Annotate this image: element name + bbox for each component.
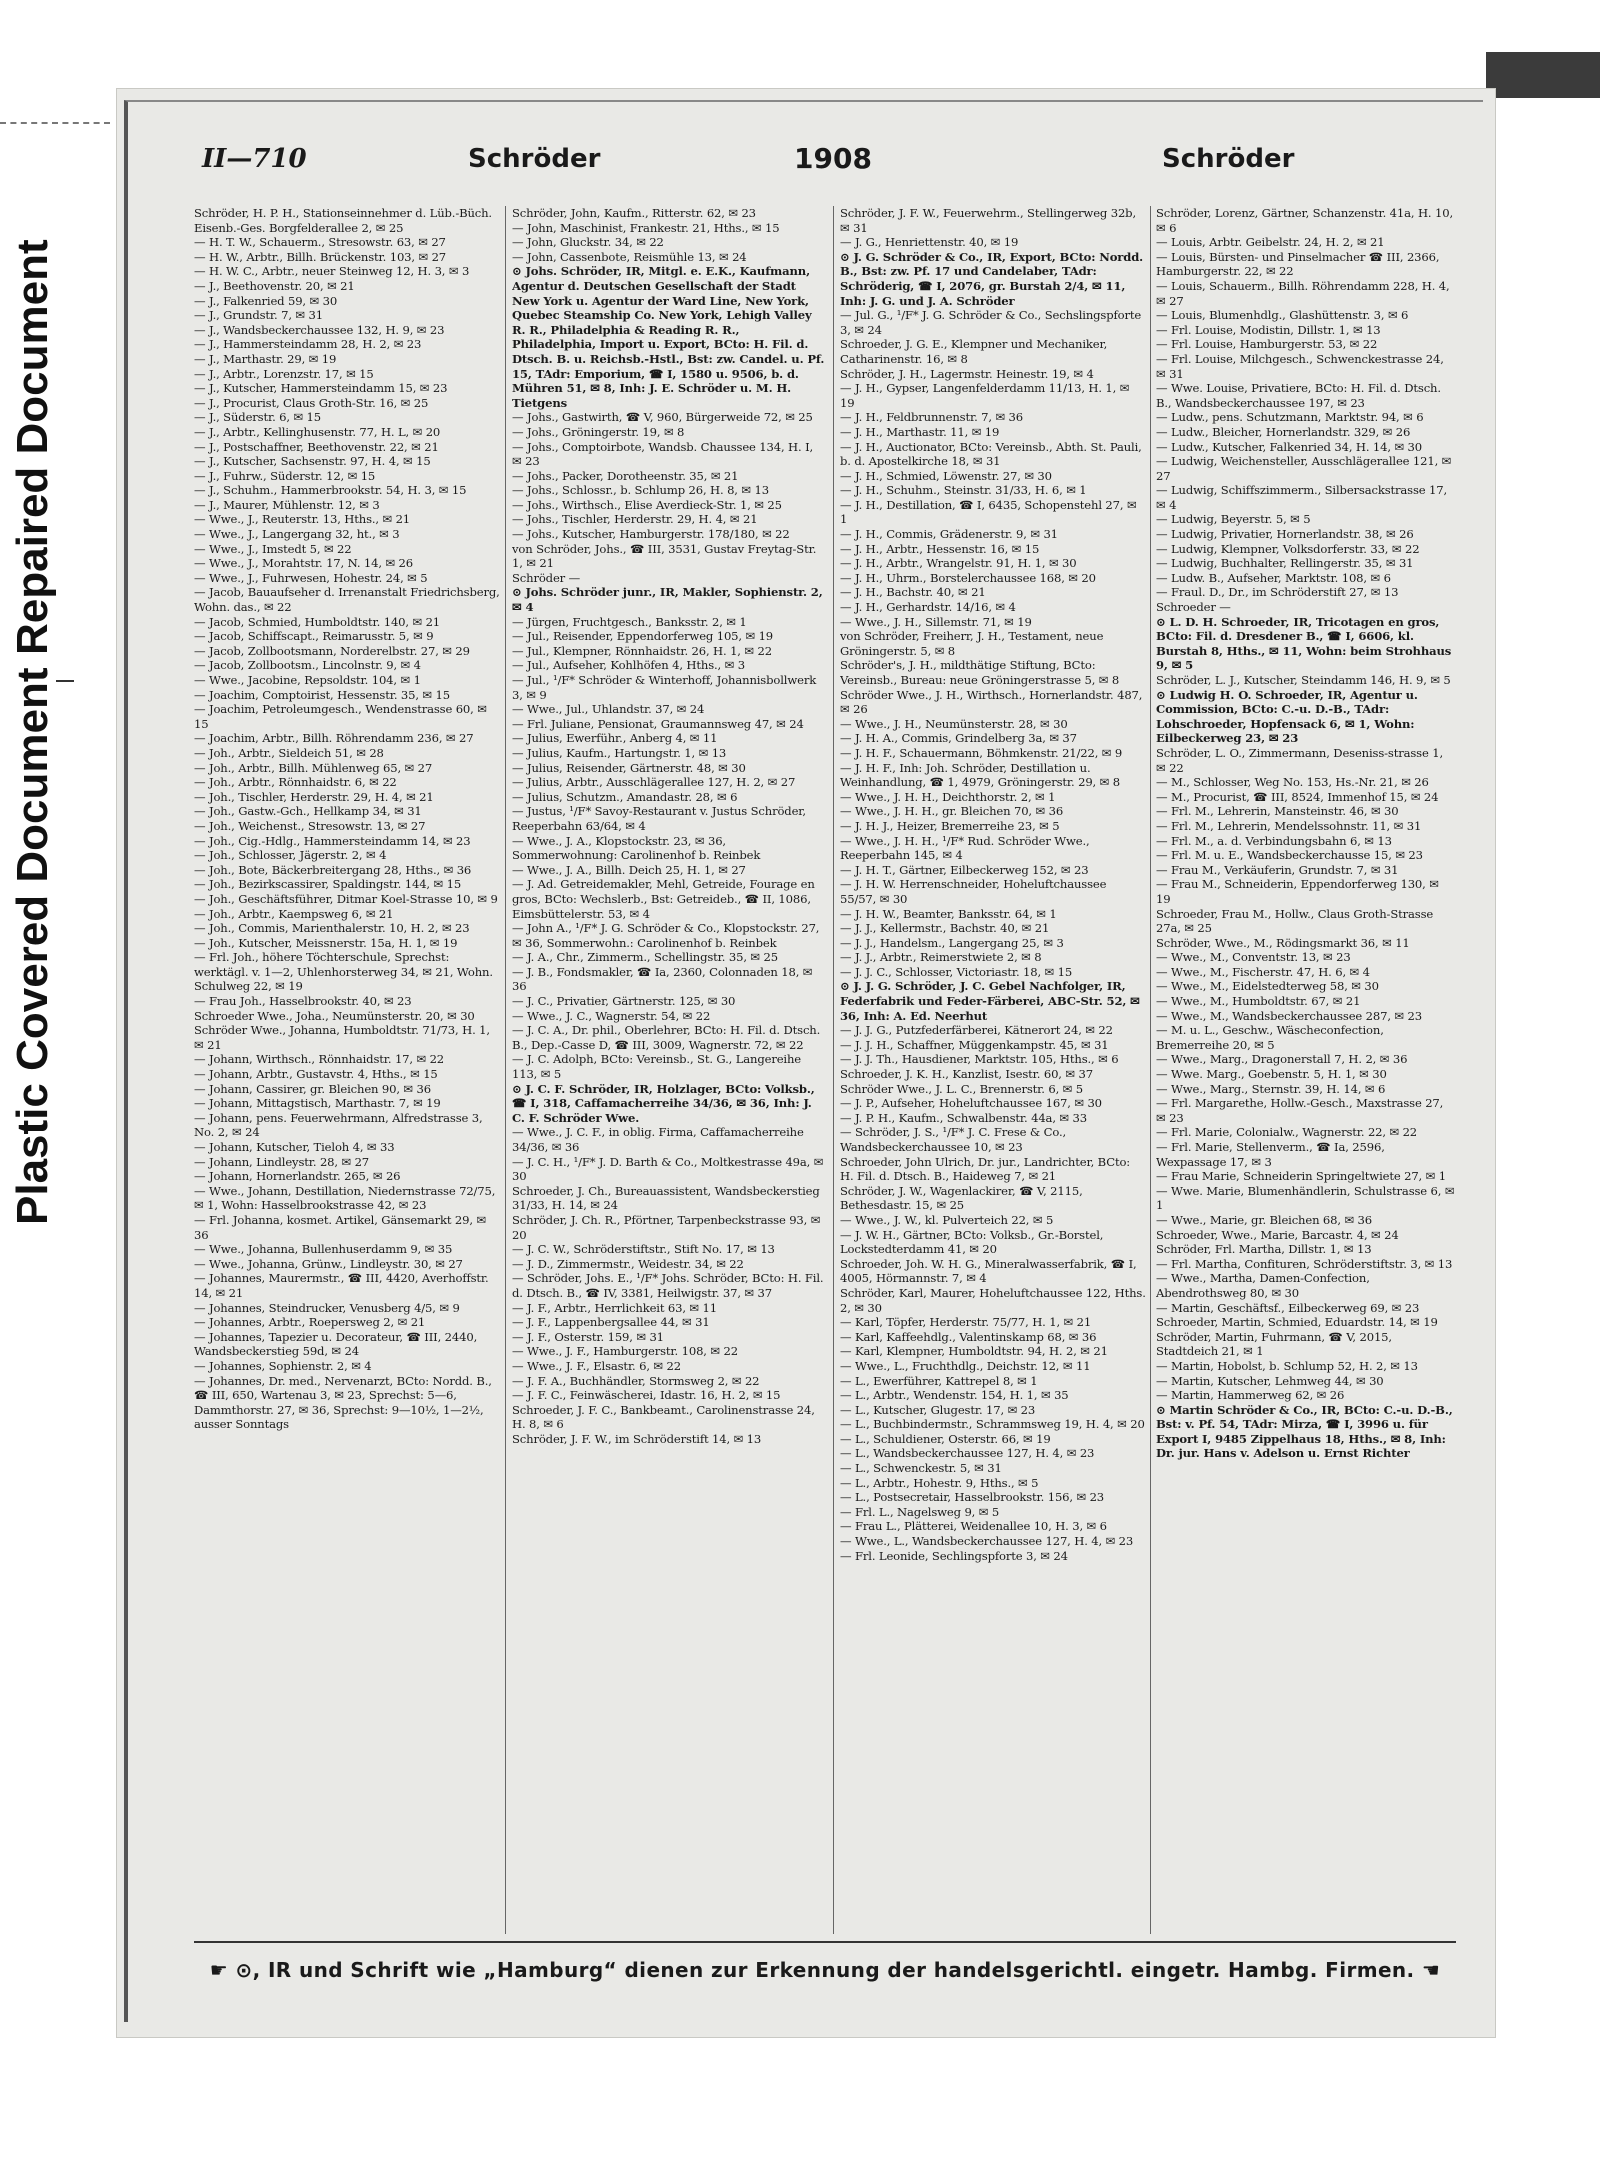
directory-entry: — J. H., Arbtr., Wrangelstr. 91, H. 1, ✉ 30 [840,556,1077,571]
directory-entry: — J. C. W., Schröderstiftstr., Stift No. 17, ✉ 13 [512,1242,775,1257]
directory-entry: — J. J., Handelsm., Langergang 25, ✉ 3 [840,935,1064,950]
directory-entry: — Johann, Cassirer, gr. Bleichen 90, ✉ 36 [194,1081,431,1096]
directory-entry: ⊙ Martin Schröder & Co., IR, BCto: C.-u. D.-B., Bst: v. Pf. 54, TAdr: Mirza, ☎ I, 3996 u. für Export I, 9485 Zippelhaus 18, Hths., ✉ 8, Inh: Dr. jur. Hans v. Adelson u. Ernst Richter [1156,1402,1453,1461]
directory-entry: — Wwe., J. A., Billh. Deich 25, H. 1, ✉ 27 [512,862,746,877]
directory-entry: — J., Maurer, Mühlenstr. 12, ✉ 3 [194,497,380,512]
directory-entry: — J. F. A., Buchhändler, Stormsweg 2, ✉ 22 [512,1373,760,1388]
directory-entry: — Jul., Klempner, Rönnhaidstr. 26, H. 1, ✉ 22 [512,643,772,658]
directory-entry: — H. T. W., Schauerm., Stresowstr. 63, ✉ 27 [194,235,446,250]
directory-entry: — Wwe., J. C. F., in oblig. Firma, Caffamacherreihe 34/36, ✉ 36 [512,1125,804,1154]
directory-entry: — Martin, Geschäftsf., Eilbeckerweg 69, ✉ 23 [1156,1300,1420,1315]
directory-entry: — J. H., Feldbrunnenstr. 7, ✉ 36 [840,410,1024,425]
directory-entry: — Johann, Wirthsch., Rönnhaidstr. 17, ✉ 22 [194,1052,445,1067]
directory-entry: — Johannes, Steindrucker, Venusberg 4/5, ✉ 9 [194,1300,460,1315]
directory-entry: — L., Postsecretair, Hasselbrookstr. 156, ✉ 23 [840,1490,1105,1505]
directory-entry: — Johann, Hornerlandstr. 265, ✉ 26 [194,1169,401,1184]
directory-entry: — J. H., Uhrm., Borstelerchaussee 168, ✉ 20 [840,570,1096,585]
directory-entry: — Frl. M., a. d. Verbindungsbahn 6, ✉ 13 [1156,833,1392,848]
directory-entry: — Johs., Tischler, Herderstr. 29, H. 4, ✉ 21 [512,512,758,527]
directory-entry: — Wwe., J. H. H., ¹/F* Rud. Schröder Wwe., Reeperbahn 145, ✉ 4 [840,833,1090,863]
directory-entry: — J., Schuhm., Hammerbrookstr. 54, H. 3, ✉ 15 [194,483,467,498]
directory-entry: — Johann, Arbtr., Gustavstr. 4, Hths., ✉ 15 [194,1067,438,1082]
directory-entry: — Ludw., pens. Schutzmann, Marktstr. 94, ✉ 6 [1156,410,1424,425]
directory-entry: — Joh., Weichenst., Stresowstr. 13, ✉ 27 [194,818,426,833]
directory-entry: — Frl. Leonide, Sechlingspforte 3, ✉ 24 [840,1548,1068,1563]
directory-entry: — Wwe., M., Conventstr. 13, ✉ 23 [1156,950,1351,965]
directory-entry: — Joh., Arbtr., Sieldeich 51, ✉ 28 [194,745,384,760]
directory-entry: — Ludwig, Weichensteller, Ausschlägerallee 121, ✉ 27 [1156,454,1452,483]
directory-entry: — Frl. Joh., höhere Töchterschule, Sprechst: werktägl. v. 1—2, Uhlenhorsterweg 34, ✉ 21, Wohn. Schulweg 22, ✉ 19 [194,950,493,994]
directory-entry: — Wwe., J., Fuhrwesen, Hohestr. 24, ✉ 5 [194,570,428,585]
directory-entry: — Ludwig, Buchhalter, Rellingerstr. 35, ✉ 31 [1156,556,1414,571]
directory-entry: — L., Arbtr., Hohestr. 9, Hths., ✉ 5 [840,1475,1039,1490]
directory-entry: — J. D., Zimmermstr., Weidestr. 34, ✉ 22 [512,1256,744,1271]
directory-entry: — J. J., Kellermstr., Bachstr. 40, ✉ 21 [840,921,1050,936]
directory-entry: — Wwe., J. C., Wagnerstr. 54, ✉ 22 [512,1008,711,1023]
column-rule [833,206,834,1934]
directory-entry: — J. H., Gypser, Langenfelderdamm 11/13, H. 1, ✉ 19 [840,381,1130,410]
directory-entry: — Ludwig, Beyerstr. 5, ✉ 5 [1156,512,1311,527]
directory-column-3 [840,206,1146,1936]
directory-entry: — Wwe., J., Reuterstr. 13, Hths., ✉ 21 [194,512,411,527]
directory-entry: — Wwe., Johann, Destillation, Niedernstrasse 72/75, ✉ 1, Wohn: Hasselbrookstrasse 42, ✉ 23 [194,1183,496,1213]
directory-entry: Schröder Wwe., J. L. C., Brennerstr. 6, ✉ 5 [840,1081,1083,1096]
directory-entry: — Jürgen, Fruchtgesch., Banksstr. 2, ✉ 1 [512,614,747,629]
directory-entry: — Joh., Commis, Marienthalerstr. 10, H. 2, ✉ 23 [194,921,470,936]
directory-entry: — Julius, Reisender, Gärtnerstr. 48, ✉ 30 [512,760,746,775]
directory-entry: — J., Falkenried 59, ✉ 30 [194,293,338,308]
directory-entry: Schröder, L. O., Zimmermann, Deseniss-strasse 1, ✉ 22 [1156,745,1443,775]
directory-entry: — Frl. Louise, Modistin, Dillstr. 1, ✉ 13 [1156,322,1381,337]
directory-entry: — Martin, Hobolst, b. Schlump 52, H. 2, ✉ 13 [1156,1358,1418,1373]
directory-entry: — J. H. W. Herrenschneider, Hoheluftchaussee 55/57, ✉ 30 [840,877,1107,906]
directory-entry: Schröder, Karl, Maurer, Hoheluftchaussee 122, Hths. 2, ✉ 30 [840,1285,1146,1315]
directory-entry: — J., Hammersteindamm 28, H. 2, ✉ 23 [194,337,422,352]
directory-entry: — J. B., Fondsmakler, ☎ Ia, 2360, Colonnaden 18, ✉ 36 [512,964,813,994]
directory-entry: — John, Gluckstr. 34, ✉ 22 [512,235,664,250]
directory-entry: Schröder, J. F. W., Feuerwehrm., Stellingerweg 32b, ✉ 31 [840,206,1136,235]
directory-entry: — John, Cassenbote, Reismühle 13, ✉ 24 [512,249,747,264]
directory-entry: — Wwe., Martha, Damen-Confection, Abendrothsweg 80, ✉ 30 [1156,1271,1370,1300]
directory-entry: — J. F. C., Feinwäscherei, Idastr. 16, H. 2, ✉ 15 [512,1388,781,1403]
directory-entry: Schröder, J. H., Lagermstr. Heinestr. 19, ✉ 4 [840,366,1094,381]
directory-entry: — J. C. A., Dr. phil., Oberlehrer, BCto: H. Fil. d. Dtsch. B., Dep.-Casse D, ☎ III, 3009, Wagnerstr. 72, ✉ 22 [512,1023,821,1052]
directory-entry: — Joachim, Arbtr., Billh. Röhrendamm 236, ✉ 27 [194,731,474,746]
directory-entry: — Wwe., Marie, gr. Bleichen 68, ✉ 36 [1156,1212,1373,1227]
directory-entry: Schröder Wwe., Johanna, Humboldtstr. 71/73, H. 1, ✉ 21 [194,1023,490,1052]
directory-entry: — Frau M., Verkäuferin, Grundstr. 7, ✉ 31 [1156,862,1399,877]
repaired-document-label: Repaired Document [8,239,57,655]
directory-entry: — Ludwig, Klempner, Volksdorferstr. 33, ✉ 22 [1156,541,1420,556]
directory-entry: Schröder, J. F. W., im Schröderstift 14, ✉ 13 [512,1431,762,1446]
directory-entry: — Wwe., M., Fischerstr. 47, H. 6, ✉ 4 [1156,964,1370,979]
directory-entry: — Wwe., J. H., Sillemstr. 71, ✉ 19 [840,614,1032,629]
column-rule [505,206,506,1934]
directory-entry: — Julius, Schutzm., Amandastr. 28, ✉ 6 [512,789,738,804]
directory-entry: — Frl. Margarethe, Hollw.-Gesch., Maxstrasse 27, ✉ 23 [1156,1096,1444,1125]
directory-entry: — J. H., Schmied, Löwenstr. 27, ✉ 30 [840,468,1052,483]
directory-entry: — J. H. T., Gärtner, Eilbeckerweg 152, ✉ 23 [840,862,1089,877]
directory-entry: — Joh., Arbtr., Kaempsweg 6, ✉ 21 [194,906,394,921]
directory-entry: — J. J. C., Schlosser, Victoriastr. 18, ✉ 15 [840,964,1073,979]
directory-entry: — Wwe., J. H. H., gr. Bleichen 70, ✉ 36 [840,804,1064,819]
directory-entry: Schröder's, J. H., mildthätige Stiftung, BCto: Vereinsb., Bureau: neue Gröningerstrasse 5, ✉ 8 [840,658,1120,687]
directory-entry: — Jacob, Zollbootsmann, Norderelbstr. 27, ✉ 29 [194,643,470,658]
directory-entry: — J., Kutscher, Hammersteindamm 15, ✉ 23 [194,381,448,396]
directory-entry: Schröder, Lorenz, Gärtner, Schanzenstr. 41a, H. 10, ✉ 6 [1156,206,1453,235]
directory-column-2 [512,206,826,1936]
directory-entry: — Karl, Klempner, Humboldtstr. 94, H. 2, ✉ 21 [840,1344,1108,1359]
directory-entry: — Jacob, Bauaufseher d. Irrenanstalt Friedrichsberg, Wohn. das., ✉ 22 [194,585,500,615]
directory-entry: — Ludwig, Privatier, Hornerlandstr. 38, ✉ 26 [1156,527,1414,542]
directory-entry: — Frl. Louise, Hamburgerstr. 53, ✉ 22 [1156,337,1378,352]
directory-entry: — Frau M., Schneiderin, Eppendorferweg 130, ✉ 19 [1156,877,1439,906]
directory-entry: — L., Schwenckestr. 5, ✉ 31 [840,1461,1002,1476]
directory-entry: Schröder, H. P. H., Stationseinnehmer d. Lüb.-Büch. Eisenb.-Ges. Borgfelderallee 2, ✉ 25 [194,206,492,235]
directory-entry: — Wwe., Johanna, Bullenhuserdamm 9, ✉ 35 [194,1242,453,1257]
directory-entry: — Ludw., Bleicher, Hornerlandstr. 329, ✉ 26 [1156,424,1411,439]
directory-entry: — Frl. Johanna, kosmet. Artikel, Gänsemarkt 29, ✉ 36 [194,1212,487,1242]
directory-entry: — J., Süderstr. 6, ✉ 15 [194,410,322,425]
directory-entry: — J. H. J., Heizer, Bremerreihe 23, ✉ 5 [840,818,1060,833]
directory-entry: — M., Schlosser, Weg No. 153, Hs.-Nr. 21, ✉ 26 [1156,775,1429,790]
directory-entry: — Wwe., J. H., Neumünsterstr. 28, ✉ 30 [840,716,1068,731]
directory-entry: — H. W., Arbtr., Billh. Brückenstr. 103, ✉ 27 [194,249,447,264]
directory-entry: — Louis, Blumenhdlg., Glashüttenstr. 3, ✉ 6 [1156,308,1409,323]
directory-entry: — J. C., Privatier, Gärtnerstr. 125, ✉ 30 [512,994,736,1009]
directory-entry: — Joh., Geschäftsführer, Ditmar Koel-Strasse 10, ✉ 9 [194,891,498,906]
directory-entry: ⊙ Ludwig H. O. Schroeder, IR, Agentur u. Commission, BCto: C.-u. D.-B., TAdr: Lohschroeder, Hopfensack 6, ✉ 1, Wohn: Eilbeckerweg 23, ✉ 23 [1156,687,1418,746]
directory-entry: Schröder, Martin, Fuhrmann, ☎ V, 2015, Stadtdeich 21, ✉ 1 [1156,1329,1392,1359]
directory-entry: von Schröder, Johs., ☎ III, 3531, Gustav Freytag-Str. 1, ✉ 21 [512,541,817,571]
directory-entry: — Wwe. Marie, Blumenhändlerin, Schulstrasse 6, ✉ 1 [1156,1183,1455,1213]
directory-entry: — Wwe. Louise, Privatiere, BCto: H. Fil. d. Dtsch. B., Wandsbeckerchaussee 197, ✉ 23 [1156,381,1441,410]
directory-entry: — Martin, Hammerweg 62, ✉ 26 [1156,1388,1345,1403]
directory-entry: — Johs., Wirthsch., Elise Averdieck-Str. 1, ✉ 25 [512,497,782,512]
directory-entry: — Joh., Cig.-Hdlg., Hammersteindamm 14, ✉ 23 [194,833,471,848]
directory-entry: — J. H., Commis, Grädenerstr. 9, ✉ 31 [840,527,1058,542]
directory-entry: — Wwe., J. H. H., Deichthorstr. 2, ✉ 1 [840,789,1056,804]
directory-entry: — Joh., Kutscher, Meissnerstr. 15a, H. 1, ✉ 19 [194,935,458,950]
directory-entry: — Schröder, J. S., ¹/F* J. C. Frese & Co., Wandsbeckerchaussee 10, ✉ 23 [840,1125,1067,1154]
directory-entry: Schröder Wwe., J. H., Wirthsch., Hornerlandstr. 487, ✉ 26 [840,687,1143,717]
directory-entry: — Wwe., M., Eidelstedterweg 58, ✉ 30 [1156,979,1379,994]
directory-entry: Schröder, John, Kaufm., Ritterstr. 62, ✉ 23 [512,206,756,220]
directory-entry: — Fraul. D., Dr., im Schröderstift 27, ✉ 13 [1156,585,1399,600]
directory-entry: — J. H. A., Commis, Grindelberg 3a, ✉ 37 [840,731,1077,746]
directory-entry: — J. H. F., Schauermann, Böhmkenstr. 21/22, ✉ 9 [840,745,1123,760]
directory-entry: — J. H., Marthastr. 11, ✉ 19 [840,424,1000,439]
directory-entry: — J., Arbtr., Kellinghusenstr. 77, H. L, ✉ 20 [194,424,441,439]
directory-entry: — Louis, Schauerm., Billh. Röhrendamm 228, H. 4, ✉ 27 [1156,278,1450,308]
cut-line [0,122,110,124]
directory-entry: — Johs., Comptoirbote, Wandsb. Chaussee 134, H. I, ✉ 23 [512,439,814,469]
directory-entry: — Wwe., M., Wandsbeckerchaussee 287, ✉ 23 [1156,1008,1422,1023]
directory-entry: — J., Arbtr., Lorenzstr. 17, ✉ 15 [194,366,374,381]
directory-entry: — M., Procurist, ☎ III, 8524, Immenhof 15, ✉ 24 [1156,789,1439,804]
directory-entry: — Wwe., L., Wandsbeckerchaussee 127, H. 4, ✉ 23 [840,1534,1134,1549]
running-head-right: Schröder [1162,144,1295,174]
footer-note: ☛ ⊙, IR und Schrift wie „Hamburg“ dienen zur Erkennung der handelsgerichtl. eingetr. Hambg. Firmen. ☚ [209,1958,1441,1982]
directory-entry: — Frl. M., Lehrerin, Mendelssohnstr. 11, ✉ 31 [1156,818,1422,833]
directory-entry: Schröder, L. J., Kutscher, Steindamm 146, H. 9, ✉ 5 [1156,673,1451,687]
directory-entry: — J. P. H., Kaufm., Schwalbenstr. 44a, ✉ 33 [840,1110,1087,1125]
directory-entry: — M. u. L., Geschw., Wäscheconfection, Bremerreihe 20, ✉ 5 [1156,1023,1384,1052]
directory-entry: — Johann, pens. Feuerwehrmann, Alfredstrasse 3, No. 2, ✉ 24 [194,1110,483,1140]
directory-entry: Schroeder, J. G. E., Klempner und Mechaniker, Catharinenstr. 16, ✉ 8 [840,337,1108,366]
directory-entry: Schroeder, J. Ch., Bureauassistent, Wandsbeckerstieg 31/33, H. 14, ✉ 24 [512,1183,820,1213]
directory-entry: — J., Marthastr. 29, ✉ 19 [194,351,337,366]
directory-entry: — J. H. F., Inh: Joh. Schröder, Destillation u. Weinhandlung, ☎ 1, 4979, Gröningerstr. 29, ✉ 8 [840,760,1120,790]
directory-entry: — Jul., Reisender, Eppendorferweg 105, ✉ 19 [512,629,774,644]
directory-entry: — J. J. G., Putzfederfärberei, Kätnerort 24, ✉ 22 [840,1023,1113,1038]
directory-entry: Schröder, Wwe., M., Rödingsmarkt 36, ✉ 11 [1156,935,1410,950]
directory-entry: — Joachim, Comptoirist, Hessenstr. 35, ✉ 15 [194,687,450,702]
directory-entry: — J., Fuhrw., Süderstr. 12, ✉ 15 [194,468,376,483]
directory-entry: — J., Procurist, Claus Groth-Str. 16, ✉ 25 [194,395,429,410]
directory-entry: ⊙ J. G. Schröder & Co., IR, Export, BCto: Nordd. B., Bst: zw. Pf. 17 und Candelaber, TAdr: Schröderig, ☎ I, 2076, gr. Burstah 2/4, ✉ 11, Inh: J. G. und J. A. Schröder [840,249,1144,308]
directory-entry: — Ludwig, Schiffszimmerm., Silbersackstrasse 17, ✉ 4 [1156,483,1447,512]
directory-entry: ⊙ J. J. G. Schröder, J. C. Gebel Nachfolger, IR, Federfabrik und Feder-Färberei, ABC-Str. 52, ✉ 36, Inh: A. Ed. Neerhut [840,979,1140,1023]
directory-entry: — Johann, Mittagstisch, Marthastr. 7, ✉ 19 [194,1096,441,1111]
directory-entry: — Joh., Gastw.-Gch., Hellkamp 34, ✉ 31 [194,804,422,819]
directory-entry: — J., Beethovenstr. 20, ✉ 21 [194,278,355,293]
directory-entry: — J. H., Destillation, ☎ I, 6435, Schopenstehl 27, ✉ 1 [840,497,1137,527]
directory-entry: ⊙ L. D. H. Schroeder, IR, Tricotagen en gros, BCto: Fil. d. Dresdener B., ☎ I, 6606, kl. Burstah 8, Hths., ✉ 11, Wohn: beim Strohhaus 9, ✉ 5 [1156,614,1452,673]
directory-entry: — Johannes, Maurermstr., ☎ III, 4420, Averhoffstr. 14, ✉ 21 [194,1271,489,1300]
directory-entry: — Frau L., Plätterei, Weidenallee 10, H. 3, ✉ 6 [840,1519,1107,1534]
directory-entry: — L., Kutscher, Glugestr. 17, ✉ 23 [840,1402,1036,1417]
directory-entry: — Johannes, Tapezier u. Decorateur, ☎ III, 2440, Wandsbeckerstieg 59d, ✉ 24 [194,1329,478,1359]
directory-entry: Schroeder, John Ulrich, Dr. jur., Landrichter, BCto: H. Fil. d. Dtsch. B., Haideweg 7, ✉ 21 [840,1154,1131,1184]
directory-entry: Schroeder, J. F. C., Bankbeamt., Carolinenstrasse 24, H. 8, ✉ 6 [512,1402,815,1432]
directory-entry: — Frl. Juliane, Pensionat, Graumannsweg 47, ✉ 24 [512,716,804,731]
directory-entry: — Wwe., M., Humboldtstr. 67, ✉ 21 [1156,994,1361,1009]
directory-entry: — Frl. Louise, Milchgesch., Schwenckestrasse 24, ✉ 31 [1156,351,1444,381]
directory-entry: — Johannes, Arbtr., Roepersweg 2, ✉ 21 [194,1315,426,1330]
directory-entry: — Joh., Arbtr., Billh. Mühlenweg 65, ✉ 27 [194,760,433,775]
directory-entry: — Joh., Tischler, Herderstr. 29, H. 4, ✉ 21 [194,789,434,804]
directory-entry: — Frl. M., Lehrerin, Mansteinstr. 46, ✉ 30 [1156,804,1399,819]
directory-entry: — J., Kutscher, Sachsenstr. 97, H. 4, ✉ 15 [194,454,431,469]
directory-entry: — John, Maschinist, Frankestr. 21, Hths., ✉ 15 [512,220,780,235]
directory-entry: — Wwe., L., Fruchthdlg., Deichstr. 12, ✉ 11 [840,1358,1091,1373]
directory-entry: — Jul., Aufseher, Kohlhöfen 4, Hths., ✉ 3 [512,658,745,673]
directory-entry: — L., Arbtr., Wendenstr. 154, H. 1, ✉ 35 [840,1388,1069,1403]
directory-entry: von Schröder, Freiherr, J. H., Testament, neue Gröningerstr. 5, ✉ 8 [840,629,1104,658]
directory-column-4 [1156,206,1456,1936]
directory-entry: — J. C. H., ¹/F* J. D. Barth & Co., Moltkestrasse 49a, ✉ 30 [512,1154,824,1184]
directory-entry: — Frau Joh., Hasselbrookstr. 40, ✉ 23 [194,994,412,1009]
directory-entry: ⊙ J. C. F. Schröder, IR, Holzlager, BCto: Volksb., ☎ I, 318, Caffamacherreihe 34/36, ✉ 36, Inh: J. C. F. Schröder Wwe. [512,1081,815,1125]
directory-entry: Schröder — [512,570,581,585]
directory-entry: — Joh., Arbtr., Rönnhaidstr. 6, ✉ 22 [194,775,397,790]
directory-entry: — J. Ad. Getreidemakler, Mehl, Getreide, Fourage en gros, BCto: Wechslerb., Bst: Getreideb., ☎ II, 1086, Eimsbüttelerstr. 53, ✉ 4 [512,877,815,921]
directory-entry: — Wwe., Marg., Sternstr. 39, H. 14, ✉ 6 [1156,1081,1386,1096]
directory-entry: — J. H., Bachstr. 40, ✉ 21 [840,585,986,600]
directory-entry: — Louis, Arbtr. Geibelstr. 24, H. 2, ✉ 21 [1156,235,1385,250]
directory-entry: — L., Wandsbeckerchaussee 127, H. 4, ✉ 23 [840,1446,1095,1461]
directory-entry: — Joh., Schlosser, Jägerstr. 2, ✉ 4 [194,848,387,863]
page-number: II—710 [202,144,307,174]
directory-entry: Schroeder, Martin, Schmied, Eduardstr. 14, ✉ 19 [1156,1315,1438,1330]
directory-entry: — Johs., Schlossr., b. Schlump 26, H. 8, ✉ 13 [512,483,769,498]
directory-entry: — J. G., Henriettenstr. 40, ✉ 19 [840,235,1019,250]
directory-entry: Schröder, Frl. Martha, Dillstr. 1, ✉ 13 [1156,1242,1372,1257]
directory-entry: — Martin, Kutscher, Lehmweg 44, ✉ 30 [1156,1373,1384,1388]
directory-entry: — Louis, Bürsten- und Pinselmacher ☎ III, 2366, Hamburgerstr. 22, ✉ 22 [1156,249,1440,279]
directory-entry: — Julius, Kaufm., Hartungstr. 1, ✉ 13 [512,745,727,760]
directory-entry: — J. J., Arbtr., Reimerstwiete 2, ✉ 8 [840,950,1042,965]
directory-entry: — J. J. H., Schaffner, Müggenkampstr. 45, ✉ 31 [840,1037,1109,1052]
directory-entry: — Johann, Kutscher, Tieloh 4, ✉ 33 [194,1140,395,1154]
directory-entry: — J. F., Osterstr. 159, ✉ 31 [512,1329,664,1344]
running-head-left: Schröder [468,144,601,174]
directory-entry: — Justus, ¹/F* Savoy-Restaurant v. Justus Schröder, Reeperbahn 63/64, ✉ 4 [512,804,806,833]
directory-entry: Schröder, J. W., Wagenlackirer, ☎ V, 2115, Bethesdastr. 15, ✉ 25 [840,1183,1083,1213]
directory-entry: — Wwe. Marg., Goebenstr. 5, H. 1, ✉ 30 [1156,1067,1387,1082]
directory-entry: — J., Postschaffner, Beethovenstr. 22, ✉ 21 [194,439,439,454]
directory-entry: — Wwe., J. F., Elsastr. 6, ✉ 22 [512,1358,681,1373]
directory-entry: — Wwe., J., Morahtstr. 17, N. 14, ✉ 26 [194,556,413,571]
directory-entry: — Wwe., J., Imstedt 5, ✉ 22 [194,541,352,556]
directory-entry: — Johs., Gastwirth, ☎ V, 960, Bürgerweide 72, ✉ 25 [512,410,813,425]
directory-entry: — Julius, Ewerführ., Anberg 4, ✉ 11 [512,731,718,746]
directory-entry: — J. H., Schuhm., Steinstr. 31/33, H. 6, ✉ 1 [840,483,1087,498]
document-page [116,88,1496,2038]
directory-entry: — Joh., Bote, Bäckerbreitergang 28, Hths., ✉ 36 [194,862,472,877]
directory-entry: Schroeder Wwe., Joha., Neumünsterstr. 20, ✉ 30 [194,1008,475,1023]
directory-entry: — Wwe., J. W., kl. Pulverteich 22, ✉ 5 [840,1212,1054,1227]
directory-entry: — Wwe., J. F., Hamburgerstr. 108, ✉ 22 [512,1344,738,1359]
directory-entry: — Jacob, Zollbootsm., Lincolnstr. 9, ✉ 4 [194,658,421,673]
plastic-covered-document-label: Plastic Covered Document [8,667,57,1225]
page-header [202,140,1312,180]
directory-entry: — J., Grundstr. 7, ✉ 31 [194,308,323,323]
directory-entry: — Johs., Gröningerstr. 19, ✉ 8 [512,424,685,439]
directory-entry: — J. H., Arbtr., Hessenstr. 16, ✉ 15 [840,541,1040,556]
directory-entry: — J. C. Adolph, BCto: Vereinsb., St. G., Langereihe 113, ✉ 5 [512,1052,802,1082]
directory-entry: Schroeder, J. K. H., Kanzlist, Isestr. 60, ✉ 37 [840,1067,1093,1082]
directory-entry: — J. A., Chr., Zimmerm., Schellingstr. 35, ✉ 25 [512,950,778,965]
directory-entry: — Jul. G., ¹/F* J. G. Schröder & Co., Sechslingspforte 3, ✉ 24 [840,308,1142,337]
directory-entry: — Karl, Töpfer, Herderstr. 75/77, H. 1, ✉ 21 [840,1315,1092,1330]
directory-entry: — J. F., Arbtr., Herrlichkeit 63, ✉ 11 [512,1300,717,1315]
directory-entry: — Jacob, Schiffscapt., Reimarusstr. 5, ✉ 9 [194,629,434,644]
directory-entry: — Wwe., J., Langergang 32, ht., ✉ 3 [194,527,400,542]
column-rule [1150,206,1151,1934]
directory-entry: — Wwe., Marg., Dragonerstall 7, H. 2, ✉ 36 [1156,1052,1408,1067]
directory-entry: — Frl. L., Nagelsweg 9, ✉ 5 [840,1504,1000,1519]
directory-entry: — Wwe., Jul., Uhlandstr. 37, ✉ 24 [512,702,705,717]
label-divider [56,680,74,682]
scanner-shadow [1486,52,1600,98]
directory-year: 1908 [794,142,872,175]
directory-entry: — Johann, Lindleystr. 28, ✉ 27 [194,1154,370,1169]
directory-entry: — J. H. W., Beamter, Banksstr. 64, ✉ 1 [840,906,1057,921]
directory-entry: — L., Ewerführer, Kattrepel 8, ✉ 1 [840,1373,1038,1388]
directory-entry: — J. H., Gerhardstr. 14/16, ✉ 4 [840,600,1016,615]
directory-entry: — Johannes, Sophienstr. 2, ✉ 4 [194,1358,372,1373]
directory-entry: — J. F., Lappenbergsallee 44, ✉ 31 [512,1315,710,1330]
directory-entry: — John A., ¹/F* J. G. Schröder & Co., Klopstockstr. 27, ✉ 36, Sommerwohn.: Carolinenhof b. Reinbek [512,921,820,950]
directory-entry: Schroeder — [1156,600,1231,615]
directory-entry: — J. W. H., Gärtner, BCto: Volksb., Gr.-Borstel, Lockstedterdamm 41, ✉ 20 [840,1227,1104,1257]
directory-entry: — Frl. Martha, Confituren, Schröderstiftstr. 3, ✉ 13 [1156,1256,1453,1271]
directory-entry: — L., Buchbindermstr., Schrammsweg 19, H. 4, ✉ 20 [840,1417,1145,1432]
directory-entry: ⊙ Johs. Schröder junr., IR, Makler, Sophienstr. 2, ✉ 4 [512,585,823,615]
directory-entry: — Frau Marie, Schneiderin Springeltwiete 27, ✉ 1 [1156,1169,1446,1184]
directory-entry: Schroeder, Joh. W. H. G., Mineralwasserfabrik, ☎ I, 4005, Hörmannstr. 7, ✉ 4 [840,1256,1137,1286]
directory-entry: — Wwe., Jacobine, Repsoldstr. 104, ✉ 1 [194,673,421,687]
directory-entry: ⊙ Johs. Schröder, IR, Mitgl. e. E.K., Kaufmann, Agentur d. Deutschen Gesellschaft der Stadt New York u. Agentur der Ward Line, New York, Quebec Steamship Co. New York, Lehigh Valley R. R., Philadelphia & Reading R. R., Philadelphia, Import u. Export, BCto: H. Fil. d. Dtsch. B. u. Reichsb.-Hstl., Bst: zw. Candel. u. Pf. 15, TAdr: Emporium, ☎ I, 1580 u. 9506, b. d. Mühren 51, ✉ 8, Inh: J. E. Schröder u. M. H. Tietgens [512,264,825,410]
directory-entry: — L., Schuldiener, Osterstr. 66, ✉ 19 [840,1431,1051,1446]
directory-entry: — Wwe., Johanna, Grünw., Lindleystr. 30, ✉ 27 [194,1256,463,1271]
directory-entry: — Johs., Packer, Dorotheenstr. 35, ✉ 21 [512,468,739,483]
directory-entry: — Julius, Arbtr., Ausschlägerallee 127, H. 2, ✉ 27 [512,775,796,790]
directory-column-1 [194,206,500,1936]
directory-entry: — Jul., ¹/F* Schröder & Winterhoff, Johannisbollwerk 3, ✉ 9 [512,673,817,702]
directory-entry: — Wwe., J. A., Klopstockstr. 23, ✉ 36, Sommerwohnung: Carolinenhof b. Reinbek [512,833,761,863]
directory-entry: — Ludw., Kutscher, Falkenried 34, H. 14, ✉ 30 [1156,439,1422,454]
directory-entry: Schroeder, Wwe., Marie, Barcastr. 4, ✉ 24 [1156,1227,1399,1242]
directory-entry: — Frl. M. u. E., Wandsbeckerchausse 15, ✉ 23 [1156,848,1423,863]
directory-entry: — Johannes, Dr. med., Nervenarzt, BCto: Nordd. B., ☎ III, 650, Wartenau 3, ✉ 23, Sprechst: 5—6, Dammthorstr. 27, ✉ 36, Sprechst: 9—10½, 1—2½, ausser Sonntags [194,1373,492,1432]
directory-entry: — Frl. Marie, Stellenverm., ☎ Ia, 2596, Wexpassage 17, ✉ 3 [1156,1140,1385,1169]
directory-entry: — J. J. Th., Hausdiener, Marktstr. 105, Hths., ✉ 6 [840,1052,1119,1067]
directory-entry: — Jacob, Schmied, Humboldtstr. 140, ✉ 21 [194,614,441,629]
directory-entry: Schröder, J. Ch. R., Pförtner, Tarpenbeckstrasse 93, ✉ 20 [512,1212,821,1242]
directory-entry: Schroeder, Frau M., Hollw., Claus Groth-Strasse 27a, ✉ 25 [1156,906,1434,936]
directory-entry: — J. H., Auctionator, BCto: Vereinsb., Abth. St. Pauli, b. d. Apostelkirche 18, ✉ 31 [840,439,1142,469]
directory-entry: — H. W. C., Arbtr., neuer Steinweg 12, H. 3, ✉ 3 [194,264,470,279]
directory-entry: — Karl, Kaffeehdlg., Valentinskamp 68, ✉ 36 [840,1329,1097,1344]
directory-entry: — Frl. Marie, Colonialw., Wagnerstr. 22, ✉ 22 [1156,1125,1418,1140]
directory-entry: — Joh., Bezirkscassirer, Spaldingstr. 144, ✉ 15 [194,877,462,892]
directory-entry: — Schröder, Johs. E., ¹/F* Johs. Schröder, BCto: H. Fil. d. Dtsch. B., ☎ IV, 3381, Heilwigstr. 37, ✉ 37 [512,1271,824,1300]
directory-entry: — J. P., Aufseher, Hoheluftchaussee 167, ✉ 30 [840,1096,1102,1111]
footer-rule [194,1941,1456,1943]
directory-entry: — J., Wandsbeckerchaussee 132, H. 9, ✉ 23 [194,322,445,337]
directory-entry: — Joachim, Petroleumgesch., Wendenstrasse 60, ✉ 15 [194,702,487,731]
directory-entry: — Johs., Kutscher, Hamburgerstr. 178/180, ✉ 22 [512,527,790,542]
directory-entry: — Ludw. B., Aufseher, Marktstr. 108, ✉ 6 [1156,570,1391,585]
